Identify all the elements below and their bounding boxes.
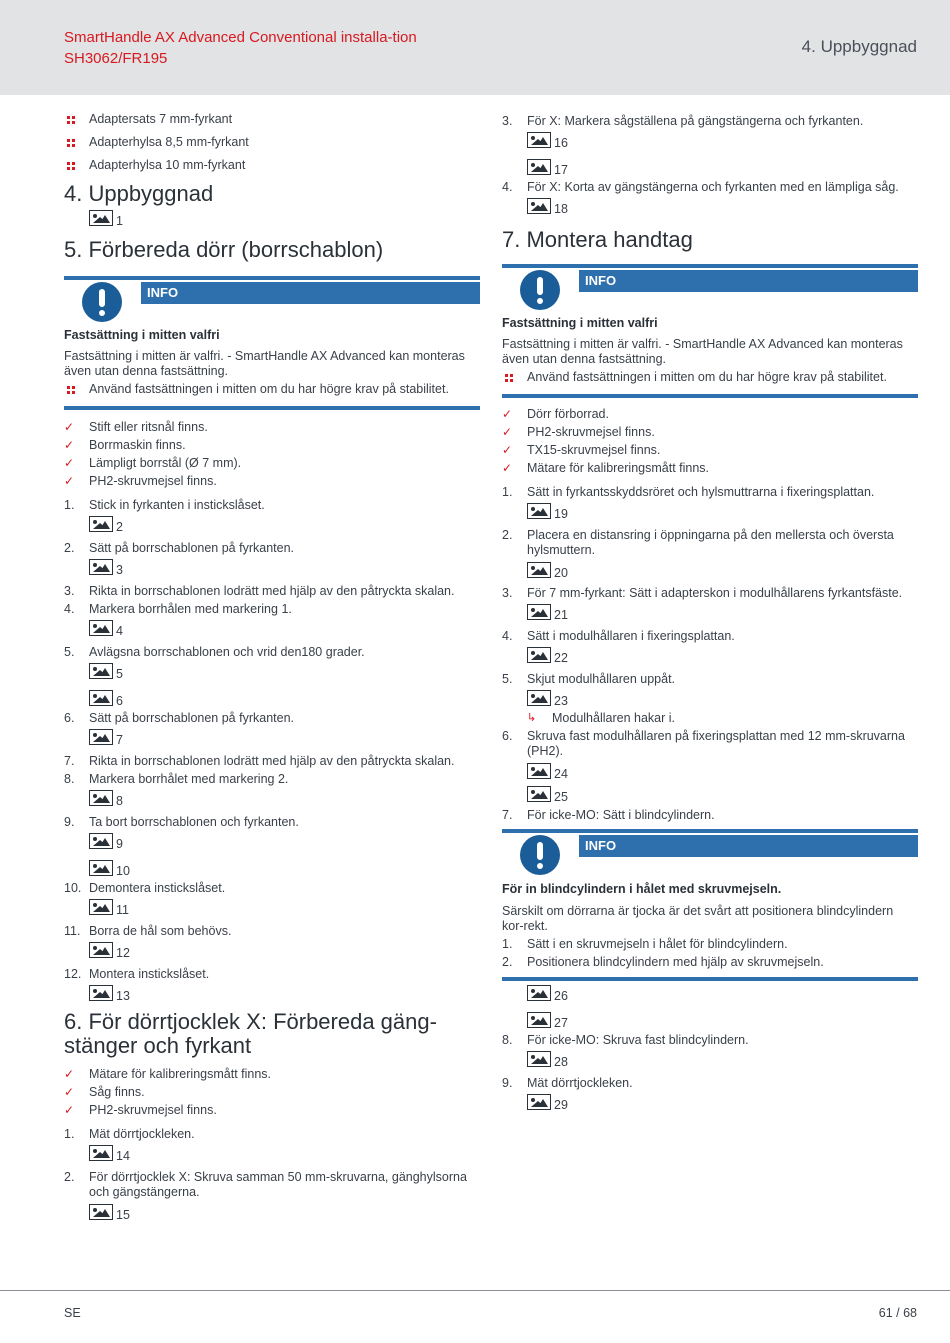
bullet-icon	[505, 374, 513, 382]
image-icon	[89, 942, 113, 958]
step-item: 8. För icke-MO: Skruva fast blindcylindern.	[502, 1033, 749, 1047]
info-label: INFO	[579, 835, 918, 857]
image-icon	[89, 559, 113, 575]
figure-placeholder: 18	[527, 196, 918, 216]
step-item: 3. För X: Markera sågställena på gängstängerna och fyrkanten.	[502, 114, 864, 128]
info-box	[502, 264, 918, 398]
step-item: 2. För dörrtjocklek X: Skruva samman 50 mm-skruvarna, gänghylsorna och gängstängerna.	[64, 1170, 467, 1199]
check-item: ✓ Mätare för kalibreringsmått finns.	[502, 461, 710, 475]
step-item: 8. Markera borrhålet med markering 2.	[64, 772, 289, 786]
step-item: 4. Markera borrhålen med markering 1.	[64, 602, 292, 616]
step-item: 4. För X: Korta av gängstängerna och fyrkanten med en lämpliga såg.	[502, 180, 899, 194]
figure-placeholder: 28	[527, 1049, 918, 1076]
info-text: Fastsättning i mitten är valfri. - SmartHandle AX Advanced kan monteras även utan denna fastsättning.	[502, 337, 903, 366]
step-item: 9. Ta bort borrschablonen och fyrkanten.	[64, 815, 299, 829]
document-title: SmartHandle AX Advanced Conventional installa-tion SH3062/FR195	[64, 29, 417, 67]
chapter-title: 4. Uppbyggnad	[801, 37, 917, 56]
figure-placeholder: 12	[89, 940, 480, 967]
check-item: ✓ Borrmaskin finns.	[64, 438, 186, 452]
info-label: INFO	[579, 270, 918, 292]
figure-placeholder: 21	[527, 602, 918, 629]
step-item: 3. För 7 mm-fyrkant: Sätt i adapterskon i modulhållarens fyrkantsfäste.	[502, 586, 903, 600]
figure-placeholder: 22	[527, 645, 918, 672]
check-icon: ✓	[502, 443, 513, 457]
list-item: Använd fastsättningen i mitten om du har högre krav på stabilitet.	[64, 382, 480, 398]
figure-placeholder: 23	[527, 688, 918, 711]
figure-placeholder: 25	[527, 784, 918, 808]
check-icon: ✓	[64, 438, 75, 452]
info-title: Fastsättning i mitten valfri	[502, 316, 658, 330]
figure-placeholder: 6	[89, 688, 480, 711]
check-item: ✓ Dörr förborrad.	[502, 407, 609, 421]
image-icon	[89, 1145, 113, 1161]
step-item: 1. Stick in fyrkanten i instickslåset.	[64, 498, 265, 512]
info-title: För in blindcylindern i hålet med skruvmejseln.	[502, 882, 782, 896]
step-item: 6. Sätt på borrschablonen på fyrkanten.	[64, 711, 294, 725]
check-item: ✓ TX15-skruvmejsel finns.	[502, 443, 661, 457]
figure-placeholder: 20	[527, 560, 918, 586]
list-item: Adapterhylsa 8,5 mm-fyrkant	[64, 135, 480, 158]
result-arrow-icon: ↳	[527, 712, 537, 724]
list-item: Adaptersats 7 mm-fyrkant	[64, 112, 480, 135]
figure-placeholder: 2	[89, 514, 480, 541]
figure-placeholder: 27	[527, 1010, 918, 1033]
image-icon	[527, 503, 551, 519]
image-icon	[527, 604, 551, 620]
image-icon	[89, 210, 113, 226]
info-text: Fastsättning i mitten är valfri. - SmartHandle AX Advanced kan monteras även utan denna fastsättning.	[64, 349, 465, 378]
check-item: ✓ PH2-skruvmejsel finns.	[64, 474, 217, 488]
right-column	[502, 114, 918, 1112]
check-item: ✓ Såg finns.	[64, 1085, 145, 1099]
step-item: 11. Borra de hål som behövs.	[64, 924, 232, 938]
exclamation-icon	[520, 270, 560, 310]
step-item: 9. Mät dörrtjockleken.	[502, 1076, 633, 1090]
info-title: Fastsättning i mitten valfri	[64, 328, 220, 342]
image-icon	[89, 985, 113, 1001]
figure-placeholder: 9	[89, 831, 480, 858]
list-item: Använd fastsättningen i mitten om du har högre krav på stabilitet.	[502, 370, 918, 386]
result-item: ↳ Modulhållaren hakar i.	[527, 711, 675, 725]
step-item: 7. För icke-MO: Sätt i blindcylindern.	[502, 808, 715, 822]
check-icon: ✓	[502, 425, 513, 439]
image-icon	[89, 833, 113, 849]
step-item: 3. Rikta in borrschablonen lodrätt med hjälp av den påtryckta skalan.	[64, 584, 455, 598]
check-item: ✓ Stift eller ritsnål finns.	[64, 420, 208, 434]
image-icon	[89, 663, 113, 679]
figure-placeholder: 13	[89, 983, 480, 1010]
step-item: 2. Placera en distansring i öppningarna på den mellersta och översta hylsmuttern.	[502, 528, 894, 557]
image-icon	[527, 647, 551, 663]
step-item: 5. Skjut modulhållaren uppåt.	[502, 672, 676, 686]
step-item: 2. Sätt på borrschablonen på fyrkanten.	[64, 541, 294, 555]
image-icon	[527, 198, 551, 214]
figure-placeholder: 8	[89, 788, 480, 815]
image-icon	[89, 899, 113, 915]
check-item: ✓ PH2-skruvmejsel finns.	[64, 1103, 217, 1117]
info-text: Särskilt om dörrarna är tjocka är det svårt att positionera blindcylindern kor-rekt.	[502, 904, 894, 933]
page-number: 61 / 68	[878, 1306, 917, 1320]
figure-placeholder: 15	[89, 1202, 480, 1222]
image-icon	[527, 763, 551, 779]
figure-placeholder: 29	[527, 1092, 918, 1112]
bullet-icon	[67, 386, 75, 394]
check-icon: ✓	[502, 461, 513, 475]
step-item: 4. Sätt i modulhållaren i fixeringsplattan.	[502, 629, 735, 643]
exclamation-icon	[520, 835, 560, 875]
image-icon	[89, 860, 113, 876]
image-icon	[527, 562, 551, 578]
figure-placeholder: 17	[527, 157, 918, 180]
check-icon: ✓	[64, 1067, 75, 1081]
step-item: 1. Mät dörrtjockleken.	[64, 1127, 195, 1141]
figure-placeholder: 14	[89, 1143, 480, 1170]
check-icon: ✓	[64, 1085, 75, 1099]
check-icon: ✓	[64, 474, 75, 488]
check-icon: ✓	[64, 420, 75, 434]
bullet-icon	[67, 116, 75, 124]
bullet-icon	[67, 162, 75, 170]
image-icon	[527, 159, 551, 175]
figure-placeholder: 26	[527, 983, 918, 1010]
check-item: ✓ Lämpligt borrstål (Ø 7 mm).	[64, 456, 242, 470]
exclamation-icon	[82, 282, 122, 322]
image-icon	[89, 790, 113, 806]
footer-divider	[0, 1290, 950, 1291]
image-icon	[527, 1051, 551, 1067]
step-item: 10. Demontera instickslåset.	[64, 881, 226, 895]
list-item: Adapterhylsa 10 mm-fyrkant	[64, 158, 480, 180]
page-header	[0, 0, 950, 95]
image-icon	[89, 1204, 113, 1220]
check-icon: ✓	[64, 456, 75, 470]
step-item: 6. Skruva fast modulhållaren på fixeringsplattan med 12 mm-skruvarna (PH2).	[502, 729, 905, 758]
figure-placeholder: 4	[89, 618, 480, 645]
left-column	[64, 112, 480, 1222]
figure-placeholder: 5	[89, 661, 480, 688]
info-box	[64, 276, 480, 410]
check-icon: ✓	[64, 1103, 75, 1117]
check-item: ✓ PH2-skruvmejsel finns.	[502, 425, 655, 439]
image-icon	[527, 1012, 551, 1028]
image-icon	[527, 985, 551, 1001]
step-item: 2. Positionera blindcylindern med hjälp av skruvmejseln.	[502, 955, 824, 969]
image-icon	[89, 690, 113, 706]
section-heading-5: 5. Förbereda dörr (borrschablon)	[64, 237, 384, 262]
image-icon	[527, 132, 551, 148]
figure-placeholder: 24	[527, 761, 918, 784]
figure-placeholder: 16	[527, 130, 918, 157]
info-label: INFO	[141, 282, 480, 304]
step-item: 1. Sätt i en skruvmejseln i hålet för blindcylindern.	[502, 937, 788, 951]
step-item: 5. Avlägsna borrschablonen och vrid den180 grader.	[64, 645, 365, 659]
figure-placeholder: 1	[89, 208, 480, 228]
image-icon	[89, 729, 113, 745]
section-heading-7: 7. Montera handtag	[502, 227, 693, 252]
bullet-icon	[67, 139, 75, 147]
figure-placeholder: 11	[89, 897, 480, 924]
step-item: 12. Montera instickslåset.	[64, 967, 210, 981]
info-box	[502, 829, 918, 979]
figure-placeholder: 19	[527, 501, 918, 528]
figure-placeholder: 3	[89, 557, 480, 584]
check-item: ✓ Mätare för kalibreringsmått finns.	[64, 1067, 272, 1081]
image-icon	[527, 786, 551, 802]
figure-placeholder: 7	[89, 727, 480, 754]
image-icon	[89, 620, 113, 636]
step-item: 1. Sätt in fyrkantsskyddsröret och hylsmuttrarna i fixeringsplattan.	[502, 485, 875, 499]
figure-placeholder: 10	[89, 858, 480, 881]
image-icon	[527, 1094, 551, 1110]
step-item: 7. Rikta in borrschablonen lodrätt med hjälp av den påtryckta skalan.	[64, 754, 455, 768]
section-heading-6: 6. För dörrtjocklek X: Förbereda gäng-stänger och fyrkant	[64, 1009, 437, 1058]
image-icon	[89, 516, 113, 532]
section-heading-4: 4. Uppbyggnad	[64, 181, 214, 206]
image-icon	[527, 690, 551, 706]
check-icon: ✓	[502, 407, 513, 421]
footer-language: SE	[64, 1306, 81, 1320]
